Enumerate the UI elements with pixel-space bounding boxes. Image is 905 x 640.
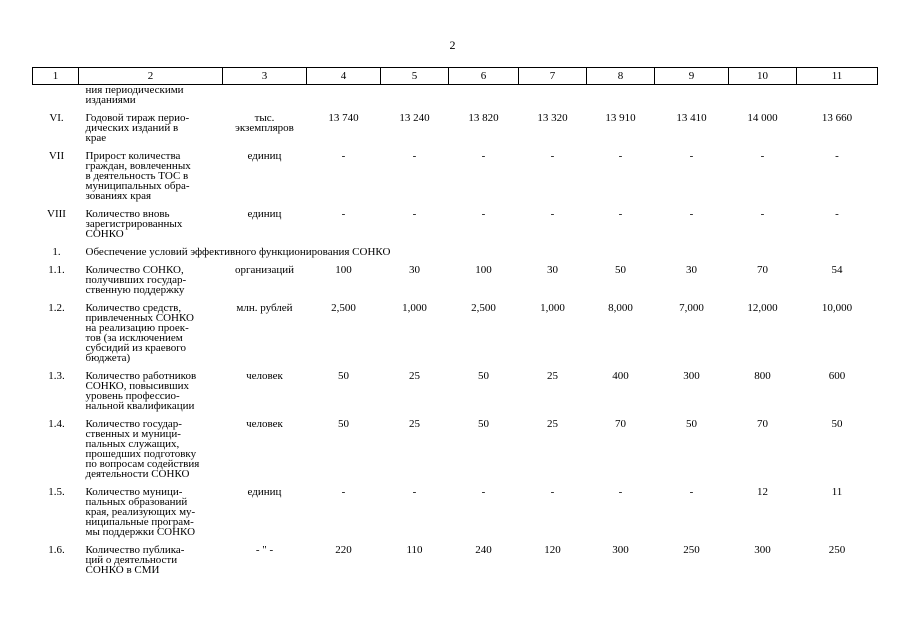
indicator-value: - bbox=[618, 208, 623, 220]
table-body bbox=[33, 85, 878, 584]
indicator-value: 30 bbox=[409, 264, 420, 276]
indicator-value: 50 bbox=[478, 418, 489, 430]
table-row bbox=[33, 545, 878, 583]
indicator-value: - bbox=[618, 486, 623, 498]
column-header-7: 7 bbox=[519, 68, 587, 85]
table-row bbox=[33, 209, 878, 247]
indicator-value: 300 bbox=[683, 370, 700, 382]
indicator-value: 13 660 bbox=[821, 112, 853, 124]
indicator-value: 8,000 bbox=[608, 302, 633, 314]
unit-of-measure: человек bbox=[246, 370, 283, 382]
indicator-value: 50 bbox=[615, 264, 626, 276]
indicator-value: 30 bbox=[686, 264, 697, 276]
row-number: 1.4. bbox=[48, 418, 65, 430]
indicator-value: 13 740 bbox=[328, 112, 359, 124]
indicator-value: - bbox=[412, 150, 417, 162]
indicator-value: 13 410 bbox=[676, 112, 707, 124]
section-row bbox=[33, 247, 878, 265]
indicator-value: - bbox=[481, 486, 486, 498]
indicator-value: 120 bbox=[544, 544, 561, 556]
indicator-value: 50 bbox=[831, 418, 843, 430]
indicator-value: - bbox=[760, 208, 765, 220]
indicator-value: 50 bbox=[338, 418, 349, 430]
indicator-value: 70 bbox=[757, 418, 768, 430]
unit-of-measure: единиц bbox=[247, 486, 282, 498]
indicator-value: 14 000 bbox=[747, 112, 778, 124]
continuation-row bbox=[33, 85, 878, 114]
indicator-value: 54 bbox=[831, 264, 843, 276]
table-row bbox=[33, 303, 878, 371]
row-number: 1.1. bbox=[48, 264, 65, 276]
column-header-11: 11 bbox=[797, 68, 878, 85]
indicator-value: 13 320 bbox=[537, 112, 568, 124]
indicator-value: 10,000 bbox=[821, 302, 853, 314]
indicator-name: Количество вновь зарегистрированных СОНКО bbox=[85, 208, 183, 240]
indicator-value: 2,500 bbox=[471, 302, 496, 314]
indicator-value: 13 820 bbox=[468, 112, 499, 124]
indicator-value: 50 bbox=[686, 418, 697, 430]
column-header-8: 8 bbox=[587, 68, 655, 85]
indicator-value: 13 910 bbox=[605, 112, 636, 124]
indicator-name: Годовой тираж перио- дических изданий в крае bbox=[85, 112, 190, 144]
indicator-value: 25 bbox=[547, 418, 558, 430]
unit-of-measure: единиц bbox=[247, 150, 282, 162]
indicator-value: - bbox=[481, 208, 486, 220]
indicator-value: 1,000 bbox=[402, 302, 427, 314]
column-header-10: 10 bbox=[729, 68, 797, 85]
column-header-1: 1 bbox=[33, 68, 79, 85]
indicator-value: 13 240 bbox=[399, 112, 430, 124]
indicator-value: - bbox=[550, 150, 555, 162]
row-number: 1.5. bbox=[48, 486, 65, 498]
indicator-value: 25 bbox=[547, 370, 558, 382]
indicator-value: 300 bbox=[754, 544, 771, 556]
indicator-value: - bbox=[550, 486, 555, 498]
indicators-table-container bbox=[32, 67, 877, 583]
row-number: VIII bbox=[47, 208, 66, 220]
indicator-value: 11 bbox=[831, 486, 843, 498]
indicator-value: 30 bbox=[547, 264, 558, 276]
indicator-name: Количество муници- пальных образований края, реализующих му- ниципальные програм- мы поддержки СОНКО bbox=[85, 486, 196, 538]
indicator-name: Количество средств, привлеченных СОНКО на реализацию проек- тов (за исключением субсидий из краевого бюджета) bbox=[85, 302, 194, 364]
indicator-value: 220 bbox=[335, 544, 352, 556]
indicator-value: 100 bbox=[335, 264, 352, 276]
indicator-name: Прирост количества граждан, вовлеченных в деятельность ТОС в муниципальных обра- зованиях края bbox=[85, 150, 191, 202]
indicator-value: 300 bbox=[612, 544, 629, 556]
indicator-name: Количество СОНКО, получивших государ- ственную поддержку bbox=[85, 264, 187, 296]
indicator-value: - bbox=[689, 486, 694, 498]
page-number: 2 bbox=[449, 38, 456, 52]
indicator-value: 800 bbox=[754, 370, 771, 382]
table-row bbox=[33, 151, 878, 209]
indicator-value: - bbox=[412, 208, 417, 220]
indicator-value: 12,000 bbox=[747, 302, 778, 314]
column-header-5: 5 bbox=[381, 68, 449, 85]
indicator-value: - bbox=[835, 150, 839, 162]
unit-of-measure: млн. рублей bbox=[236, 302, 293, 314]
indicator-value: - bbox=[550, 208, 555, 220]
section-number: 1. bbox=[52, 246, 61, 258]
indicator-value: 1,000 bbox=[540, 302, 565, 314]
indicators-table bbox=[32, 67, 878, 583]
indicator-value: - bbox=[760, 150, 765, 162]
indicator-value: 400 bbox=[612, 370, 629, 382]
column-header-6: 6 bbox=[449, 68, 519, 85]
unit-of-measure: человек bbox=[246, 418, 283, 430]
column-header-2: 2 bbox=[79, 68, 223, 85]
indicator-value: 50 bbox=[478, 370, 489, 382]
indicator-value: - bbox=[341, 150, 346, 162]
indicator-value: - bbox=[618, 150, 623, 162]
indicator-name: Количество государ- ственных и муници- пальных служащих, прошедших подготовку по вопросам содействия деятельности СОНКО bbox=[85, 418, 200, 480]
table-row bbox=[33, 487, 878, 545]
section-title: Обеспечение условий эффективного функционирования СОНКО bbox=[85, 246, 391, 258]
header-row bbox=[33, 68, 878, 85]
row-number: 1.3. bbox=[48, 370, 65, 382]
indicator-name: Количество работников СОНКО, повысивших уровень профессио- нальной квалификации bbox=[85, 370, 197, 412]
indicator-value: - bbox=[689, 150, 694, 162]
column-header-3: 3 bbox=[223, 68, 307, 85]
row-number: 1.2. bbox=[48, 302, 65, 314]
indicator-value: - bbox=[481, 150, 486, 162]
table-row bbox=[33, 113, 878, 151]
unit-of-measure: - " - bbox=[255, 544, 274, 556]
column-header-4: 4 bbox=[307, 68, 381, 85]
indicator-value: 100 bbox=[475, 264, 492, 276]
indicator-value: 2,500 bbox=[331, 302, 356, 314]
indicator-value: 7,000 bbox=[679, 302, 704, 314]
indicator-value: - bbox=[341, 486, 346, 498]
table-row bbox=[33, 419, 878, 487]
row-num bbox=[33, 85, 79, 114]
indicator-value: - bbox=[341, 208, 346, 220]
unit-of-measure: тыс. экземпляров bbox=[235, 112, 294, 134]
indicator-value: 240 bbox=[475, 544, 492, 556]
indicator-value: 25 bbox=[409, 370, 420, 382]
indicator-value: 600 bbox=[828, 370, 846, 382]
indicator-value: 25 bbox=[409, 418, 420, 430]
row-number: 1.6. bbox=[48, 544, 65, 556]
indicator-value: 70 bbox=[615, 418, 626, 430]
unit-of-measure: единиц bbox=[247, 208, 282, 220]
indicator-value: 250 bbox=[828, 544, 846, 556]
row-number: VII bbox=[48, 150, 65, 162]
indicator-value: - bbox=[412, 486, 417, 498]
row-number: VI. bbox=[49, 112, 64, 124]
indicator-value: 70 bbox=[757, 264, 768, 276]
column-header-9: 9 bbox=[655, 68, 729, 85]
indicator-name: Количество публика- ций о деятельности СОНКО в СМИ bbox=[85, 544, 185, 576]
indicator-value: - bbox=[835, 208, 839, 220]
indicator-value: 50 bbox=[338, 370, 349, 382]
indicator-value: 12 bbox=[757, 486, 768, 498]
unit-of-measure: организаций bbox=[234, 264, 295, 276]
table-row bbox=[33, 265, 878, 303]
table-row bbox=[33, 371, 878, 419]
indicator-value: 110 bbox=[406, 544, 423, 556]
indicator-value: - bbox=[689, 208, 694, 220]
continuation-text: ния периодическими изданиями bbox=[85, 84, 184, 106]
indicator-value: 250 bbox=[683, 544, 700, 556]
table-header bbox=[33, 68, 878, 85]
